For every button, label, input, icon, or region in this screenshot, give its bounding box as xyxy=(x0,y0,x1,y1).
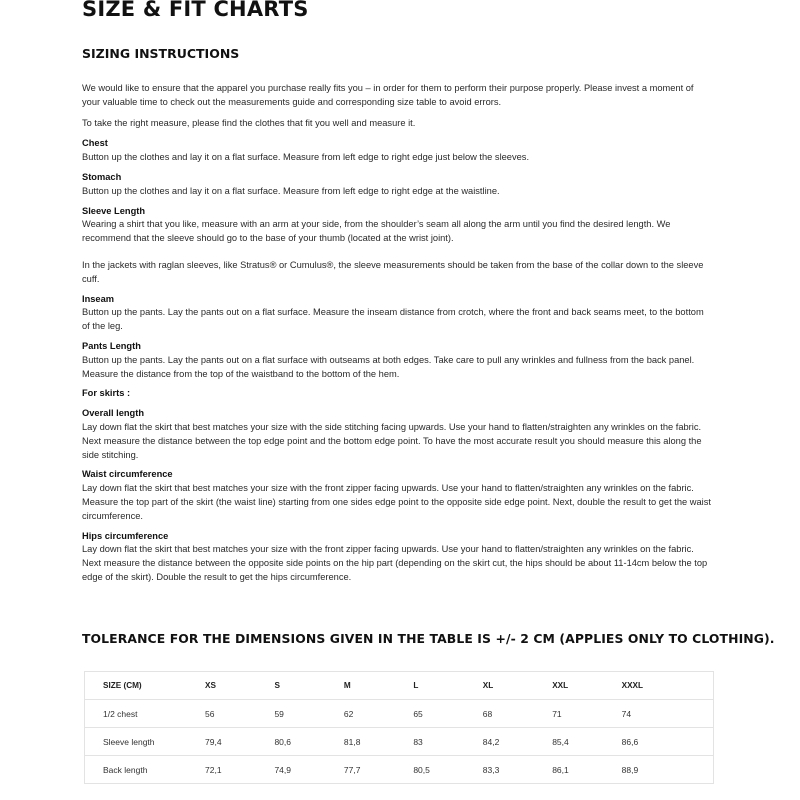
table-cell: 86,1 xyxy=(552,756,621,784)
page-title: SIZE & FIT CHARTS xyxy=(82,0,309,21)
waist-circumference-text: Lay down flat the skirt that best matches your size with the front zipper facing upwards. Use your hand to flatten/straighten any wrinkles on the fabric. Measure the top part of the skirt (the waist line) starting from one sides edge point to the opposite side edge point. Next, double the result to get the waist circumference. xyxy=(82,483,711,521)
table-header-cell: XXXL xyxy=(622,672,714,700)
table-cell: 59 xyxy=(274,700,343,728)
hips-circumference-section xyxy=(82,530,714,585)
overall-length-section xyxy=(82,407,714,462)
pants-length-text: Button up the pants. Lay the pants out on a flat surface with outseams at both edges. Take care to pull any wrinkles and fullness from the back panel. Measure the distance from the top of the waistband to the bottom of the hem. xyxy=(82,354,695,379)
table-cell: 81,8 xyxy=(344,728,413,756)
table-header-cell: XXL xyxy=(552,672,621,700)
section-title: SIZING INSTRUCTIONS xyxy=(82,46,240,61)
table-cell: 56 xyxy=(205,700,274,728)
table-cell: 80,6 xyxy=(274,728,343,756)
table-cell: 71 xyxy=(552,700,621,728)
table-header-row xyxy=(85,672,714,700)
inseam-section xyxy=(82,293,714,334)
table-header-cell: M xyxy=(344,672,413,700)
table-cell: 74,9 xyxy=(274,756,343,784)
table-cell: Back length xyxy=(85,756,206,784)
table-cell: 80,5 xyxy=(413,756,482,784)
table-cell: 1/2 chest xyxy=(85,700,206,728)
intro-paragraph: We would like to ensure that the apparel you purchase really fits you – in order for them to perform their purpose properly. Please invest a moment of your valuable time to check out the measurements guide and corresponding size table to avoid errors. xyxy=(82,83,694,107)
table-cell: 84,2 xyxy=(483,728,552,756)
tolerance-title: TOLERANCE FOR THE DIMENSIONS GIVEN IN THE TABLE IS +/- 2 CM (APPLIES ONLY TO CLOTHING). xyxy=(82,631,775,646)
waist-circumference-heading: Waist circumference xyxy=(82,469,173,480)
hips-circumference-heading: Hips circumference xyxy=(82,530,169,541)
table-header-cell: L xyxy=(413,672,482,700)
table-cell: 72,1 xyxy=(205,756,274,784)
overall-length-heading: Overall length xyxy=(82,408,144,419)
table-cell: 83,3 xyxy=(483,756,552,784)
size-table xyxy=(84,671,714,784)
inseam-heading: Inseam xyxy=(82,293,115,304)
table-cell: 68 xyxy=(483,700,552,728)
hips-circumference-text: Lay down flat the skirt that best matches your size with the front zipper facing upwards. Use your hand to flatten/straighten any wrinkles on the fabric. Next measure the distance between the opposite side points on the hip part (depending on the skirt cut, the hips should be about 11-14cm below the top edge of the skirt). Double the result to get the hips circumference. xyxy=(82,544,708,582)
overall-length-text: Lay down flat the skirt that best matches your size with the side stitching facing upwards. Use your hand to flatten/straighten any wrinkles on the fabric. Next measure the distance between the top edge point and the bottom edge point. To have the most accurate result you should measure this along the side stitching. xyxy=(82,421,702,460)
table-row xyxy=(85,728,714,756)
table-cell: 88,9 xyxy=(622,756,714,784)
table-cell: 65 xyxy=(413,700,482,728)
table-cell: 77,7 xyxy=(344,756,413,784)
table-cell: 86,6 xyxy=(622,728,714,756)
table-row xyxy=(85,756,714,784)
table-header-cell: XL xyxy=(483,672,552,700)
stomach-text: Button up the clothes and lay it on a flat surface. Measure from left edge to right edge at the waistline. xyxy=(82,185,500,196)
table-cell: 85,4 xyxy=(552,728,621,756)
chest-heading: Chest xyxy=(82,138,108,149)
table-header-cell: XS xyxy=(205,672,274,700)
table-header-cell: S xyxy=(274,672,343,700)
table-cell: 79,4 xyxy=(205,728,274,756)
chest-text: Button up the clothes and lay it on a flat surface. Measure from left edge to right edge just below the sleeves. xyxy=(82,152,530,163)
table-cell: 74 xyxy=(622,700,714,728)
pants-length-section xyxy=(82,340,714,381)
chest-section xyxy=(82,137,714,165)
sleeve-length-heading: Sleeve Length xyxy=(82,205,146,216)
table-cell: Sleeve length xyxy=(85,728,206,756)
stomach-section xyxy=(82,171,714,199)
pants-length-heading: Pants Length xyxy=(82,340,141,351)
for-skirts-heading: For skirts : xyxy=(82,388,131,399)
sleeve-length-raglan-text: In the jackets with raglan sleeves, like Stratus® or Cumulus®, the sleeve measurements should be taken from the base of the collar down to the sleeve cuff. xyxy=(82,259,704,284)
inseam-text: Button up the pants. Lay the pants out on a flat surface. Measure the inseam distance from crotch, where the front and back seams meet, to the bottom of the leg. xyxy=(82,307,704,332)
table-cell: 62 xyxy=(344,700,413,728)
intro-paragraph: To take the right measure, please find the clothes that fit you well and measure it. xyxy=(82,117,416,128)
stomach-heading: Stomach xyxy=(82,171,122,182)
sizing-instructions xyxy=(82,82,714,591)
sleeve-length-section xyxy=(82,205,714,287)
paragraph-gap xyxy=(82,246,714,259)
for-skirts-section xyxy=(82,387,714,401)
table-row xyxy=(85,700,714,728)
table-header-cell: SIZE (CM) xyxy=(85,672,206,700)
sleeve-length-text: Wearing a shirt that you like, measure with an arm at your side, from the shoulder’s seam all along the arm until you find the desired length. We recommend that the sleeve should go to the base of your thumb (located at the wrist joint). xyxy=(82,219,671,244)
waist-circumference-section xyxy=(82,468,714,523)
table-cell: 83 xyxy=(413,728,482,756)
